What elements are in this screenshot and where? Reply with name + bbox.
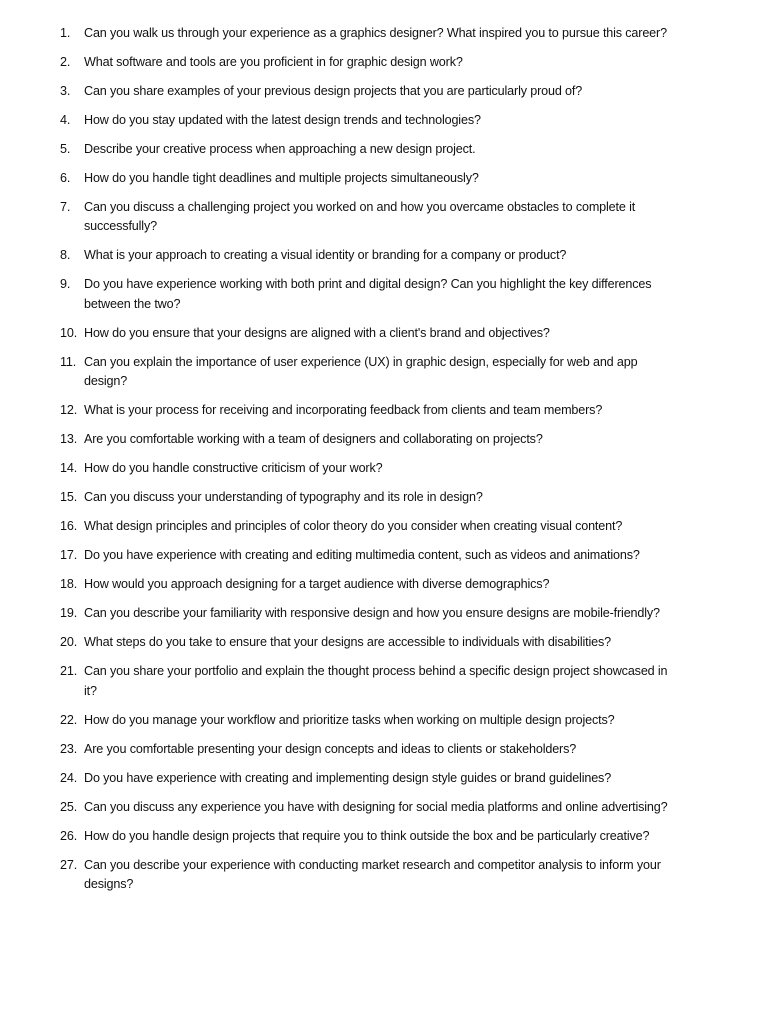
question-item (60, 459, 680, 478)
question-text: Describe your creative process when approaching a new design project. (84, 142, 476, 156)
question-item (60, 324, 680, 343)
question-number: 14. (60, 461, 78, 476)
question-number: 13. (60, 432, 78, 447)
question-text: Can you discuss your understanding of typography and its role in design? (84, 490, 483, 505)
question-list (60, 24, 680, 904)
question-number: 15. (60, 490, 78, 505)
question-text: Do you have experience working with both print and digital design? Can you highlight the key differences between the two? (84, 277, 652, 311)
question-text: Do you have experience with creating and implementing design style guides or brand guidelines? (84, 770, 612, 785)
question-item (60, 53, 680, 72)
question-number: 9. (60, 277, 71, 292)
question-item (60, 353, 680, 392)
question-text: What is your process for receiving and incorporating feedback from clients and team members? (84, 403, 603, 418)
question-text: How do you handle design projects that require you to think outside the box and be particularly creative? (84, 828, 650, 843)
question-item (60, 856, 680, 895)
question-number: 3. (60, 84, 71, 98)
question-number: 10. (60, 325, 78, 340)
question-item (60, 430, 680, 449)
question-item (60, 769, 680, 788)
question-text: Can you walk us through your experience as a graphics designer? What inspired you to pursue this career? (84, 26, 667, 40)
question-item (60, 82, 680, 101)
question-item (60, 140, 680, 159)
question-item (60, 198, 680, 237)
question-number: 19. (60, 606, 78, 621)
question-text: Are you comfortable working with a team of designers and collaborating on projects? (84, 432, 543, 447)
question-text: Can you discuss a challenging project you worked on and how you overcame obstacles to complete it successfully? (84, 200, 636, 234)
question-text: What design principles and principles of color theory do you consider when creating visual content? (84, 519, 623, 534)
question-item (60, 488, 680, 507)
question-item (60, 711, 680, 730)
question-number: 7. (60, 200, 71, 214)
question-text: What steps do you take to ensure that your designs are accessible to individuals with disabilities? (84, 635, 611, 650)
question-number: 2. (60, 55, 71, 69)
question-number: 16. (60, 519, 78, 534)
question-item (60, 275, 680, 314)
question-number: 27. (60, 857, 78, 872)
question-item (60, 246, 680, 265)
question-item (60, 575, 680, 594)
question-item (60, 662, 680, 701)
question-number: 20. (60, 635, 78, 650)
question-item (60, 517, 680, 536)
question-item (60, 633, 680, 652)
question-number: 4. (60, 113, 71, 127)
question-item (60, 169, 680, 188)
question-text: Can you describe your familiarity with responsive design and how you ensure designs are mobile-friendly? (84, 606, 660, 621)
question-number: 12. (60, 403, 78, 418)
question-number: 5. (60, 142, 71, 156)
question-item (60, 24, 680, 43)
question-item (60, 401, 680, 420)
question-text: How do you handle tight deadlines and multiple projects simultaneously? (84, 171, 479, 185)
question-number: 11. (60, 354, 77, 369)
question-item (60, 111, 680, 130)
question-text: Can you discuss any experience you have with designing for social media platforms and online advertising? (84, 799, 668, 814)
question-text: Can you share your portfolio and explain the thought process behind a specific design project showcased in it? (84, 664, 668, 698)
question-number: 6. (60, 171, 71, 185)
question-number: 25. (60, 799, 78, 814)
question-number: 26. (60, 828, 78, 843)
question-number: 22. (60, 712, 78, 727)
question-text: Can you describe your experience with conducting market research and competitor analysis to inform your designs? (84, 857, 661, 892)
question-text: Can you share examples of your previous design projects that you are particularly proud of? (84, 84, 583, 98)
question-text: Can you explain the importance of user experience (UX) in graphic design, especially for web and app design? (84, 354, 638, 389)
question-number: 24. (60, 770, 78, 785)
question-item (60, 546, 680, 565)
question-item (60, 604, 680, 623)
question-text: What software and tools are you proficient in for graphic design work? (84, 55, 463, 69)
question-text: How do you handle constructive criticism of your work? (84, 461, 383, 476)
question-number: 8. (60, 248, 71, 263)
question-number: 18. (60, 577, 78, 592)
question-item (60, 740, 680, 759)
question-text: What is your approach to creating a visual identity or branding for a company or product? (84, 248, 567, 263)
question-item (60, 827, 680, 846)
question-text: How do you ensure that your designs are aligned with a client's brand and objectives? (84, 325, 550, 340)
question-text: How do you stay updated with the latest design trends and technologies? (84, 113, 481, 127)
question-item (60, 798, 680, 817)
question-number: 23. (60, 741, 78, 756)
question-number: 1. (60, 26, 71, 40)
question-text: Are you comfortable presenting your design concepts and ideas to clients or stakeholders? (84, 741, 577, 756)
question-text: How would you approach designing for a target audience with diverse demographics? (84, 577, 550, 592)
question-text: Do you have experience with creating and editing multimedia content, such as videos and animations? (84, 548, 640, 563)
question-number: 21. (60, 664, 78, 679)
question-number: 17. (60, 548, 78, 563)
question-text: How do you manage your workflow and prioritize tasks when working on multiple design projects? (84, 712, 615, 727)
